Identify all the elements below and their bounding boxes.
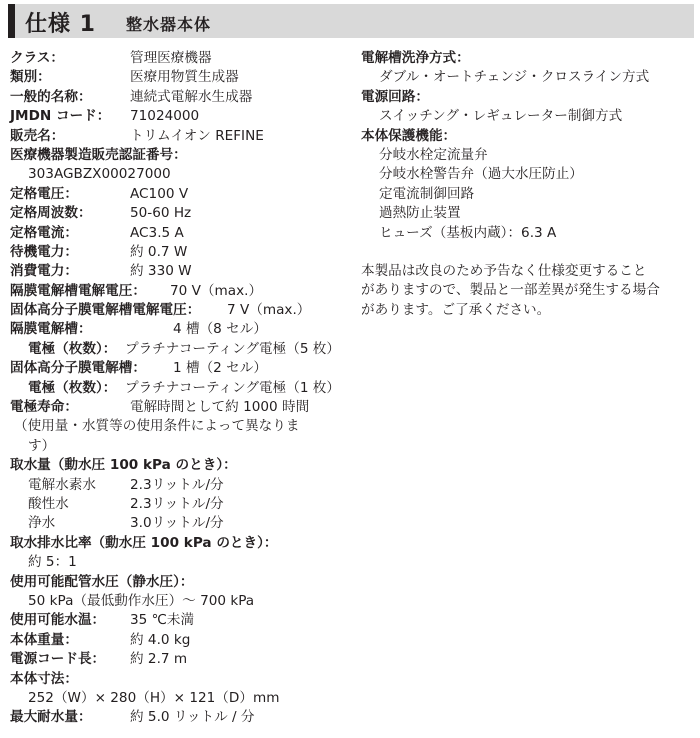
flow-value: 3.0リットル/分 — [130, 515, 224, 532]
value: プラチナコーティング電極（5 枚） — [125, 340, 340, 357]
label: 一般的名称： — [10, 88, 92, 105]
value: 過熱防止装置 — [379, 205, 461, 222]
label: 定格電圧： — [10, 185, 78, 202]
label: JMDN コード： — [10, 108, 111, 125]
value: AC3.5 A — [130, 224, 184, 241]
section-title: 整水器本体 — [126, 15, 212, 34]
spec-voltage — [10, 185, 350, 204]
label: 使用可能配管水圧（静水圧）： — [10, 573, 194, 590]
flow-item — [10, 476, 350, 495]
value: 約 330 W — [130, 263, 192, 280]
spec-membrane-electrode — [10, 340, 350, 359]
value: 約 5.0 リットル / 分 — [130, 709, 255, 726]
spec-current — [10, 224, 350, 243]
value: 電解時間として約 1000 時間 — [130, 399, 310, 416]
value: プラチナコーティング電極（1 枚） — [125, 379, 340, 396]
spec-temperature — [10, 611, 350, 630]
value: 約 5：1 — [28, 554, 77, 571]
value: 71024000 — [130, 108, 200, 125]
spec-solid-electrode — [10, 379, 350, 398]
spec-category — [10, 68, 350, 87]
value: 定電流制御回路 — [379, 185, 475, 202]
protect-item — [361, 165, 696, 184]
spec-electrode-life — [10, 398, 350, 417]
label: 医療機器製造販売認証番号： — [10, 146, 187, 163]
spec-life-note-1 — [10, 417, 350, 436]
label: 定格周波数： — [10, 205, 92, 222]
value: 約 0.7 W — [130, 243, 188, 260]
label: 取水排水比率（動水圧 100 kPa のとき）： — [10, 534, 278, 551]
spec-cord — [10, 650, 350, 669]
disclaimer-note — [361, 262, 696, 320]
value: 約 2.7 m — [130, 651, 188, 668]
spec-wash-value — [361, 68, 696, 87]
spec-solid-voltage — [10, 301, 350, 320]
label: 本体重量： — [10, 631, 78, 648]
label: 電源回路： — [361, 88, 429, 105]
label: 待機電力： — [10, 243, 78, 260]
spec-power — [10, 262, 350, 281]
label: 電極寿命： — [10, 399, 78, 416]
spec-standby — [10, 243, 350, 262]
label: 定格電流： — [10, 224, 78, 241]
spec-life-note-2 — [10, 437, 350, 456]
spec-ratio-title — [10, 534, 350, 553]
spec-class — [10, 49, 350, 68]
protect-item — [361, 146, 696, 165]
spec-protect-title — [361, 127, 696, 146]
label: 隔膜電解槽電解電圧： — [10, 282, 146, 299]
value: 70 V（max.） — [170, 282, 263, 299]
label: 販売名： — [10, 127, 65, 144]
left-column — [10, 49, 350, 728]
spec-jmdn — [10, 107, 350, 126]
flow-value: 2.3リットル/分 — [130, 495, 224, 512]
label: 固体高分子膜電解槽電解電圧： — [10, 302, 201, 319]
spec-circuit-title — [361, 88, 696, 107]
value: スイッチング・レギュレーター制御方式 — [379, 108, 623, 125]
protect-item — [361, 204, 696, 223]
section-header — [8, 4, 694, 38]
label: 本体寸法： — [10, 670, 78, 687]
flow-label: 酸性水 — [28, 495, 69, 512]
note-line: 本製品は改良のため予告なく仕様変更すること — [361, 262, 647, 279]
value: 35 ℃未満 — [130, 612, 195, 629]
value: 252（W）× 280（H）× 121（D）mm — [28, 689, 280, 706]
label: 電極（枚数）： — [28, 379, 117, 396]
spec-weight — [10, 631, 350, 650]
value: ダブル・オートチェンジ・クロスライン方式 — [379, 69, 650, 86]
value: 50-60 Hz — [130, 205, 192, 222]
spec-size-value — [10, 689, 350, 708]
spec-flow-title — [10, 456, 350, 475]
protect-item — [361, 224, 696, 243]
spec-membrane-cell — [10, 320, 350, 339]
spec-max-water — [10, 708, 350, 727]
value: 7 V（max.） — [227, 302, 311, 319]
label: クラス： — [10, 50, 64, 66]
value: 医療用物質生成器 — [130, 69, 239, 86]
label: 消費電力： — [10, 263, 78, 280]
spec-pressure-value — [10, 592, 350, 611]
spec-number: 仕様 1 — [25, 12, 96, 37]
value: 4 槽（8 セル） — [173, 321, 267, 338]
spec-sales-name — [10, 127, 350, 146]
spec-cert-value — [10, 165, 350, 184]
note: （使用量・水質等の使用条件によって異なりま — [14, 418, 300, 435]
value: 約 4.0 kg — [130, 631, 191, 648]
note-line: がありますので、製品と一部差異が発生する場合 — [361, 282, 660, 299]
value: 分岐水栓定流量弁 — [379, 146, 488, 163]
flow-item — [10, 495, 350, 514]
note: す） — [28, 437, 56, 454]
label: 使用可能水温： — [10, 612, 106, 629]
value: 管理医療機器 — [130, 50, 212, 66]
note-line: があります。ご了承ください。 — [361, 301, 551, 318]
label: 電解槽洗浄方式： — [361, 50, 470, 66]
label: 取水量（動水圧 100 kPa のとき）： — [10, 457, 237, 474]
spec-frequency — [10, 204, 350, 223]
label: 固体高分子膜電解槽： — [10, 360, 146, 377]
value: 分岐水栓警告弁（過大水圧防止） — [379, 166, 583, 183]
spec-ratio-value — [10, 553, 350, 572]
spec-wash-title — [361, 49, 696, 68]
value: AC100 V — [130, 185, 189, 202]
header-bar — [8, 4, 15, 38]
label: 最大耐水量： — [10, 709, 92, 726]
value: 50 kPa（最低動作水圧）～ 700 kPa — [28, 592, 255, 609]
label: 電極（枚数）： — [28, 340, 117, 357]
spec-circuit-value — [361, 107, 696, 126]
spec-size-title — [10, 670, 350, 689]
label: 電源コード長： — [10, 651, 106, 668]
spec-membrane-voltage — [10, 282, 350, 301]
label: 類別： — [10, 69, 51, 86]
label: 本体保護機能： — [361, 127, 457, 144]
value: ヒューズ（基板内蔵）：6.3 A — [379, 224, 557, 241]
spec-cert-label — [10, 146, 350, 165]
protect-item — [361, 185, 696, 204]
flow-label: 電解水素水 — [28, 476, 96, 493]
value: 1 槽（2 セル） — [173, 360, 267, 377]
spec-solid-cell — [10, 359, 350, 378]
right-column — [361, 49, 696, 320]
flow-value: 2.3リットル/分 — [130, 476, 224, 493]
label: 隔膜電解槽： — [10, 321, 92, 338]
value: 連続式電解水生成器 — [130, 88, 253, 105]
spec-pressure-title — [10, 573, 350, 592]
spec-generic-name — [10, 88, 350, 107]
value: 303AGBZX00027000 — [28, 166, 171, 183]
flow-item — [10, 514, 350, 533]
flow-label: 浄水 — [28, 515, 56, 532]
value: トリムイオン REFINE — [130, 127, 264, 144]
